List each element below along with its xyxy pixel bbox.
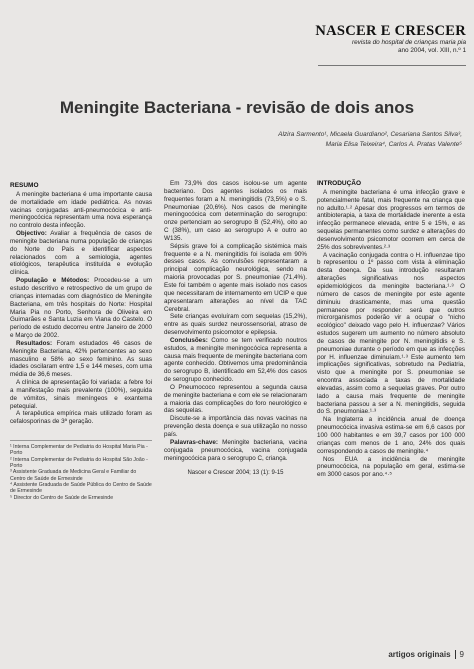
authors-line-2: Maria Elisa Teixeira⁴, Carlos A. Pratas Valente⁵ [325, 140, 462, 148]
conclusoes-paragraph [164, 337, 307, 384]
section-name: artigos originais [388, 650, 451, 659]
resumo-resultados [10, 340, 152, 379]
resultados-text: Foram estudados 46 casos de Meningite Bacteriana, 42% pertencentes ao sexo masculino e 58% ao sexo feminino. As suas idades oscilaram entre 1,5 e 144 meses, com uma média de 36,6 meses. [10, 339, 152, 379]
objectivo-label: Objectivo: [16, 230, 47, 238]
vacinas-paragraph: Discute-se a importância das novas vacinas na prevenção desta doença e sua utilização no nosso país. [164, 415, 307, 438]
resumo-objectivo [10, 230, 152, 277]
resumo-clinica: A clínica de apresentação foi variada: a febre foi a manifestação mais prevalente (100%), seguida de vómitos, sinais meníngeos e exantema petequial. [10, 379, 152, 410]
metodos-text: Procedeu-se a um estudo descritivo e retrospectivo de um grupo de crianças internadas com diagnóstico de Meningite Bacteriana, em três hospitais do Norte: Hospital Maria Pia no Porto, Senhora de Oliveira em Guimarães e Santa Luzia em Viana do Castelo. O período de estudo decorreu entre Janeiro de 2000 e Março de 2002. [10, 277, 153, 340]
keywords-text: Meningite bacteriana, vacina conjugada pneumocócica, vacina conjugada meningocócica para o serogrupo C, criança. [164, 438, 307, 462]
footnotes [10, 440, 152, 501]
resumo-heading: RESUMO [10, 182, 39, 189]
sequelae-paragraph: Sete crianças evoluíram com sequelas (15,2%), entre as quais surdez neurossensorial, atraso de desenvolvimento psicomotor e epilepsia. [164, 313, 307, 337]
metodos-label: População e Métodos: [16, 277, 90, 285]
objectivo-text: Avaliar a frequência de casos de meningite bacteriana numa população de crianças do Norte do País e identificar aspectos relacionados com a semiologia, agentes etiológicos, terapêutica instituída e evolução clínica. [10, 230, 152, 277]
footnote: ⁵ Director do Centro de Saúde de Ermesinde [10, 494, 114, 501]
introducao-heading: INTRODUÇÃO [317, 180, 362, 187]
intro-paragraph-4: Nos EUA a incidência de meningite pneumocócica, na população em geral, estima-se em 3000 casos por ano.⁴·⁵ [317, 455, 465, 479]
authors [132, 130, 462, 149]
masthead [315, 24, 466, 55]
intro-paragraph-2: A vacinação conjugada contra o H. influenzae tipo b representou o 1º passo com vista à eliminação desta doença. Da sua introdução resultaram alterações significativas nos aspectos epidemiológicos da meningite bacteriana.¹·³ O número de casos de meningite por este agente diminuiu drasticamente, mas uma questão permanece por responder: será que outros microrganismos poderão vir a ocupar o "nicho ecológico" deixado vago pelo H. influenzae? Vários estudos sugerem um aumento no número absoluto de casos de meningite por N. meningitidis e S. pneumoniae durante o período em que as infecções por H. influenzae diminuíam.¹·³ Este aumento tem implicações significativas, sobretudo na Pediatria, visto que a meningite por S. pneumoniae se encontra associada a taxas de mortalidade elevadas, assim como a sequelas graves. Por outro lado a causa mais frequente de meningite bacteriana passou a ser a N. meningitidis, seguida do S. pneumoniae.¹·³ [317, 251, 465, 416]
resumo-metodos [10, 277, 152, 340]
keywords-label: Palavras-chave: [170, 438, 218, 446]
footnote: ³ Assistente Graduada de Medicina Geral e Familiar do Centro de Saúde de Ermesinde [10, 469, 137, 482]
journal-subtitle: revista do hospital de crianças maria pia [351, 39, 466, 46]
authors-line-1: Alzira Sarmento¹, Micaela Guardiano², Cesariana Santos Silva³, [278, 131, 462, 138]
sepsis-paragraph: Sépsis grave foi a complicação sistémica mais frequente e a N. meningitidis foi isolada em 90% desses casos. As convulsões representaram a principal complicação neurológica, sendo na maioria provocadas por S. pneumoniae (71,4%). Este foi também o agente mais isolado nos casos que necessitaram de internamento em UCIP e que apresentaram alterações ao nível da TAC Cerebral. [164, 242, 307, 313]
journal-volume: ano 2004, vol. XIII, n.º 1 [397, 47, 466, 54]
column-left [10, 182, 152, 501]
conclusoes-label: Conclusões: [170, 336, 208, 344]
footnote: ⁴ Assistente Graduada de Saúde Pública do Centro de Saúde de Ermesinde [10, 481, 152, 495]
column-middle [164, 180, 307, 478]
footnote: ¹ Interna Complementar de Pediatria do Hospital Maria Pia - Porto [10, 444, 148, 457]
footer-separator [455, 650, 456, 659]
resultados-label: Resultados: [16, 339, 53, 347]
citation: Nascer e Crescer 2004; 13 (1): 9-15 [187, 470, 284, 477]
resumo-terapeutica: A terapêutica empírica mais utilizado foram as cefalosporinas de 3ª geração. [10, 410, 152, 426]
article-title: Meningite Bacteriana - revisão de dois anos [59, 98, 415, 117]
pneumococo-paragraph: O Pneumococo representou a segunda causa de meningite bacteriana e com ele se relacionaram a maioria das complicações do foro neurológico e das sequelas. [164, 383, 307, 415]
keywords-paragraph [164, 439, 307, 463]
footnote: ² Interna Complementar de Pediatria do Hospital São João - Porto [10, 456, 148, 470]
page-number: 9 [459, 650, 464, 659]
resumo-intro: A meningite bacteriana é uma importante causa de mortalidade em idade pediátrica. As novas vacinas conjugadas anti-pneumocócica e anti-meningocócica representam uma nova esperança no controlo desta infecção. [10, 190, 152, 230]
intro-paragraph-1: A meningite bacteriana é uma infecção grave e potencialmente fatal, mais frequente na criança que no adulto.¹·² Apesar dos progressos em termos de antibioterapia, a taxa de mortalidade inerente a esta infecção permanece elevada, entre 5 e 15%, e as sequelas permanentes como surdez e alterações do desenvolvimento psicomotor ocorrem em cerca de 25% dos sobreviventes.²·³ [317, 188, 465, 251]
journal-title: NASCER E CRESCER [315, 23, 466, 39]
intro-paragraph-3: Na Inglaterra a incidência anual de doença pneumocócica invasiva estima-se em 6,6 casos por 100 000 habitantes e em 39,7 casos por 100 000 crianças com menos de 1 ano, 24% dos quais correspondendo a casos de meningite.⁴ [317, 416, 465, 455]
results-paragraph: Em 73,9% dos casos isolou-se um agente bacteriano. Dos agentes isolados os mais frequentes foram a N. meningitidis (73,5%) e o S. Pneumoniae (20,6%). Nos casos de meningite meningocócica com determinação do serogrupo: onze pertenciam ao serogrupo B (52,4%), oito ao C (38%), um caso ao serogrupo A e outro ao W135. [164, 180, 307, 242]
masthead-divider [318, 65, 466, 66]
column-right [317, 180, 465, 479]
page-footer [388, 650, 464, 659]
conclusoes-text: Como se tem verificado noutros estudos, a meningite meningocócica representa a causa mais frequente de meningite bacteriana com agente conhecido. Obtivemos uma predominância do serogrupo B, identificado em 52,4% dos casos de serogrupo conhecido. [164, 336, 307, 384]
